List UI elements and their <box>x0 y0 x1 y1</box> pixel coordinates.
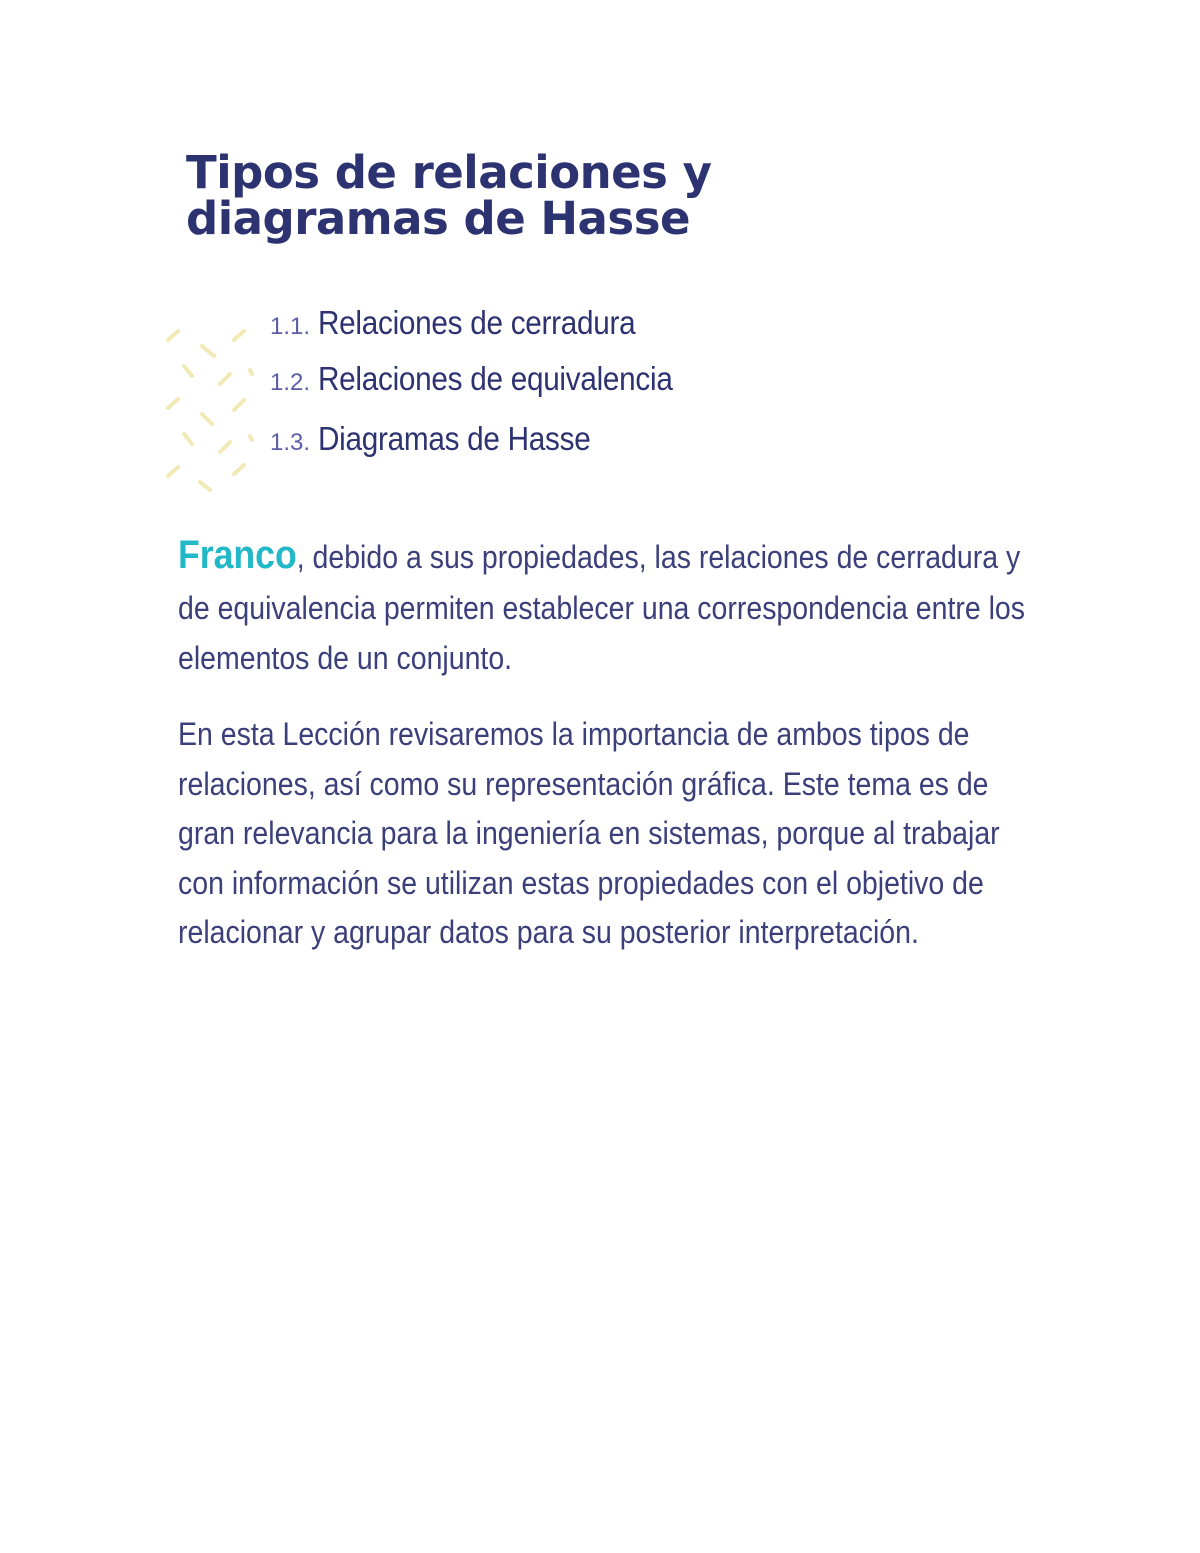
page-title-line-2: diagramas de Hasse <box>186 192 690 245</box>
intro-paragraph <box>178 530 1046 684</box>
student-name: Franco <box>178 533 297 577</box>
toc-item-label: Relaciones de equivalencia <box>318 360 673 397</box>
toc-item-number: 1.1. <box>270 313 311 340</box>
toc-item-label: Diagramas de Hasse <box>318 420 591 457</box>
toc-item-number: 1.2. <box>270 369 311 396</box>
toc-item <box>270 360 712 398</box>
toc-item <box>270 304 671 342</box>
body-paragraph: En esta Lección revisaremos la importancia de ambos tipos de relaciones, así como su representación gráfica. Este tema es de gran relevancia para la ingeniería en sistemas, porque al trabajar con información se utilizan estas propiedades con el objetivo de relacionar y agrupar datos para su posterior interpretación. <box>178 716 1000 950</box>
page-title <box>186 146 786 245</box>
intro-text: , debido a sus propiedades, las relaciones de cerradura y de equivalencia permiten establecer una correspondencia entre los elementos de un conjunto. <box>178 539 1026 676</box>
toc-item-number: 1.3. <box>270 429 311 456</box>
decorative-dash-pattern <box>162 322 262 497</box>
page-title-line-1: Tipos de relaciones y <box>186 146 712 199</box>
toc-item-label: Relaciones de cerradura <box>318 304 636 341</box>
toc-item <box>270 420 621 458</box>
